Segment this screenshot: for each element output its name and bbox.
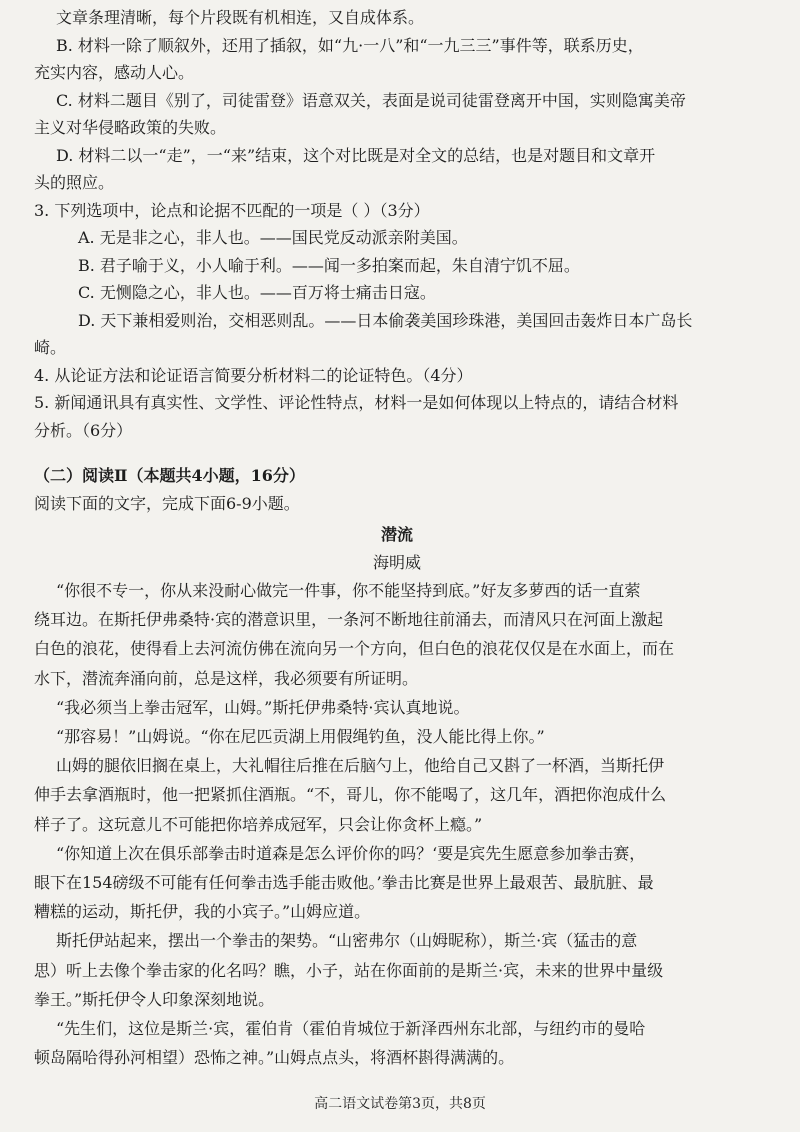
- story-line: 顿岛隔哈得孙河相望）恐怖之神。”山姆点点头，将酒杯斟得满满的。: [34, 1048, 515, 1068]
- option-a-tail: 文章条理清晰，每个片段既有机相连，又自成体系。: [56, 8, 425, 27]
- story-line: 山姆的腿依旧搁在桌上，大礼帽往后推在后脑勺上，他给自己又斟了一杯酒，当斯托伊: [56, 756, 665, 776]
- story-body: [34, 576, 760, 1072]
- option-c-line2: 主义对华侵略政策的失败。: [34, 118, 227, 137]
- question-3-option-a: A. 无是非之心，非人也。——国民党反动派亲附美国。: [78, 228, 468, 247]
- story-line: “你很不专一，你从来没耐心做完一件事，你不能坚持到底。”好友多萝西的话一直萦: [56, 581, 641, 600]
- question-5-line1: 5. 新闻通讯具有真实性、文学性、评论性特点，材料一是如何体现以上特点的，请结合材料: [34, 393, 679, 412]
- option-d-line1: D. 材料二以一“走”，一“来”结束，这个对比既是对全文的总结，也是对题目和文章开: [56, 145, 656, 165]
- story-line: “我必须当上拳击冠军，山姆。”斯托伊弗桑特·宾认真地说。: [56, 697, 470, 717]
- story-title: 潜流: [380, 525, 413, 544]
- story-line: 眼下在154磅级不可能有任何拳击选手能击败他。’拳击比赛是世界上最艰苦、最肮脏、最: [34, 873, 654, 893]
- question-3-option-c: C. 无恻隐之心，非人也。——百万将士痛击日寇。: [78, 283, 436, 302]
- story-line: 糟糕的运动，斯托伊，我的小宾子。”山姆应道。: [34, 902, 371, 922]
- story-line: 水下，潜流奔涌向前，总是这样，我必须要有所证明。: [34, 668, 419, 688]
- story-line: 思）听上去像个拳击家的化名吗？瞧，小子，站在你面前的是斯兰·宾，未来的世界中量级: [34, 960, 664, 980]
- question-3-option-b: B. 君子喻于义，小人喻于利。——闻一多拍案而起，朱自清宁饥不屈。: [78, 255, 580, 275]
- story-line: “你知道上次在俱乐部拳击时道森是怎么评价你的吗？‘要是宾先生愿意参加拳击赛，: [56, 843, 646, 863]
- story-line: 拳王。”斯托伊令人印象深刻地说。: [34, 989, 275, 1009]
- question-3-option-d-line2: 崎。: [34, 338, 67, 357]
- option-b-line2: 充实内容，感动人心。: [34, 63, 195, 82]
- question-3-option-d-line1: D. 天下兼相爱则治，交相恶则乱。——日本偷袭美国珍珠港，美国回击轰炸日本广岛长: [78, 310, 693, 330]
- question-3-stem: 3. 下列选项中，论点和论据不匹配的一项是（ ）（3分）: [34, 200, 430, 220]
- question-4: 4. 从论证方法和论证语言简要分析材料二的论证特色。（4分）: [34, 365, 473, 385]
- story-line: 绕耳边。在斯托伊弗桑特·宾的潜意识里，一条河不断地往前涌去，而清风只在河面上激起: [34, 610, 664, 630]
- story-line: “先生们，这位是斯兰·宾，霍伯肯（霍伯肯城位于新泽西州东北部，与纽约市的曼哈: [56, 1019, 646, 1039]
- option-b-line1: B. 材料一除了顺叙外，还用了插叙，如“九·一八”和“一九三三”事件等，联系历史，: [56, 35, 644, 55]
- story-line: 伸手去拿酒瓶时，他一把紧抓住酒瓶。“不，哥儿，你不能喝了，这几年，酒把你泡成什么: [34, 785, 667, 805]
- section-instruction: 阅读下面的文字，完成下面6-9小题。: [34, 493, 300, 513]
- story-line: 斯托伊站起来，摆出一个拳击的架势。“山密弗尔（山姆昵称），斯兰·宾（猛击的意: [56, 931, 638, 951]
- story-line: 样子了。这玩意儿不可能把你培养成冠军，只会让你贪杯上瘾。”: [34, 814, 483, 834]
- story-author: 海明威: [372, 552, 421, 572]
- option-d-line2: 头的照应。: [34, 173, 115, 192]
- story-line: “那容易！”山姆说。“你在尼匹贡湖上用假绳钓鱼，没人能比得上你。”: [56, 727, 545, 747]
- story-line: 白色的浪花，使得看上去河流仿佛在流向另一个方向，但白色的浪花仅仅是在水面上，而在: [34, 639, 675, 659]
- question-5-line2: 分析。（6分）: [34, 420, 133, 440]
- option-c-line1: C. 材料二题目《别了，司徒雷登》语意双关，表面是说司徒雷登离开中国，实则隐寓美帝: [56, 90, 686, 110]
- page-footer: 高二语文试卷第3页，共8页: [314, 1096, 486, 1112]
- section-heading: （二）阅读Ⅱ（本题共4小题，16分）: [34, 466, 305, 485]
